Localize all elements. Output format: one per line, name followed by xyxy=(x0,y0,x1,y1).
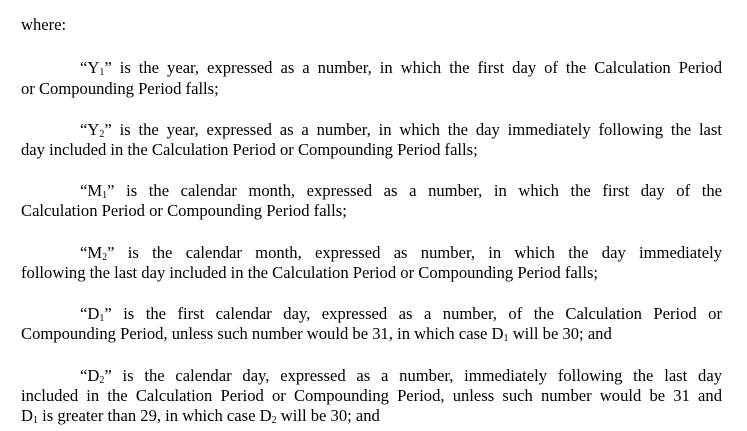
definition-m2-line2: following the last day included in the Calculation Period or Compounding Period falls; xyxy=(21,263,599,282)
variable-name: Y xyxy=(87,58,100,77)
quote-open: “ xyxy=(80,366,88,385)
definition-text: will be 30; and xyxy=(276,406,380,425)
definition-d2-line1 xyxy=(80,366,722,386)
quote-close: ” xyxy=(104,304,112,323)
definition-y1-line1 xyxy=(80,58,722,78)
definition-text: is the first calendar day, expressed as a number, of the Calculation Period or xyxy=(111,304,722,323)
quote-open: “ xyxy=(80,243,88,262)
definition-d2-line3 xyxy=(21,406,380,426)
definition-m1-line1 xyxy=(80,181,722,201)
variable-subscript: 1 xyxy=(99,67,105,78)
variable-subscript: 1 xyxy=(503,333,509,344)
quote-close: ” xyxy=(104,58,112,77)
variable-subscript: 2 xyxy=(99,375,105,386)
quote-close: ” xyxy=(104,366,112,385)
variable-name: D xyxy=(87,366,100,385)
definition-y2-line2: day included in the Calculation Period or Compounding Period falls; xyxy=(21,140,478,159)
definition-d1-line1 xyxy=(80,304,722,324)
quote-close: ” xyxy=(104,120,112,139)
variable-name: M xyxy=(87,243,103,262)
quote-close: ” xyxy=(107,181,115,200)
definition-text: is the calendar month, expressed as number, in which the day immediately xyxy=(114,243,722,262)
variable-subscript: 1 xyxy=(99,313,105,324)
definition-text: is the calendar month, expressed as a number, in which the first day of the xyxy=(114,181,722,200)
definition-y2-line1 xyxy=(80,120,722,140)
definition-text: is the year, expressed as a number, in which the day immediately following the last xyxy=(111,120,722,139)
variable-subscript: 2 xyxy=(271,415,277,426)
intro-text: where: xyxy=(21,15,67,34)
variable-subscript: 2 xyxy=(102,252,108,263)
variable-name: D xyxy=(87,304,100,323)
quote-open: “ xyxy=(80,120,88,139)
variable-name: D xyxy=(21,406,33,425)
definition-d1-line2 xyxy=(21,324,612,344)
definition-text: is the year, expressed as a number, in which the first day of the Calculation Period xyxy=(111,58,722,77)
variable-subscript: 1 xyxy=(102,190,108,201)
variable-name: M xyxy=(87,181,103,200)
definition-text: Compounding Period, unless such number would be 31, in which case D xyxy=(21,324,504,343)
definition-m1-line2: Calculation Period or Compounding Period falls; xyxy=(21,201,347,220)
definition-text: is the calendar day, expressed as a number, immediately following the last day xyxy=(111,366,722,385)
quote-open: “ xyxy=(80,304,88,323)
variable-name: Y xyxy=(87,120,100,139)
quote-open: “ xyxy=(80,181,88,200)
quote-open: “ xyxy=(80,58,88,77)
definition-text: will be 30; and xyxy=(508,324,612,343)
quote-close: ” xyxy=(107,243,115,262)
definition-text: is greater than 29, in which case D xyxy=(37,406,272,425)
definition-y1-line2: or Compounding Period falls; xyxy=(21,79,219,98)
variable-subscript: 1 xyxy=(32,415,38,426)
definition-d2-line2: included in the Calculation Period or Compounding Period, unless such number would be 31 and xyxy=(21,386,722,405)
variable-subscript: 2 xyxy=(99,129,105,140)
definition-m2-line1 xyxy=(80,243,722,263)
